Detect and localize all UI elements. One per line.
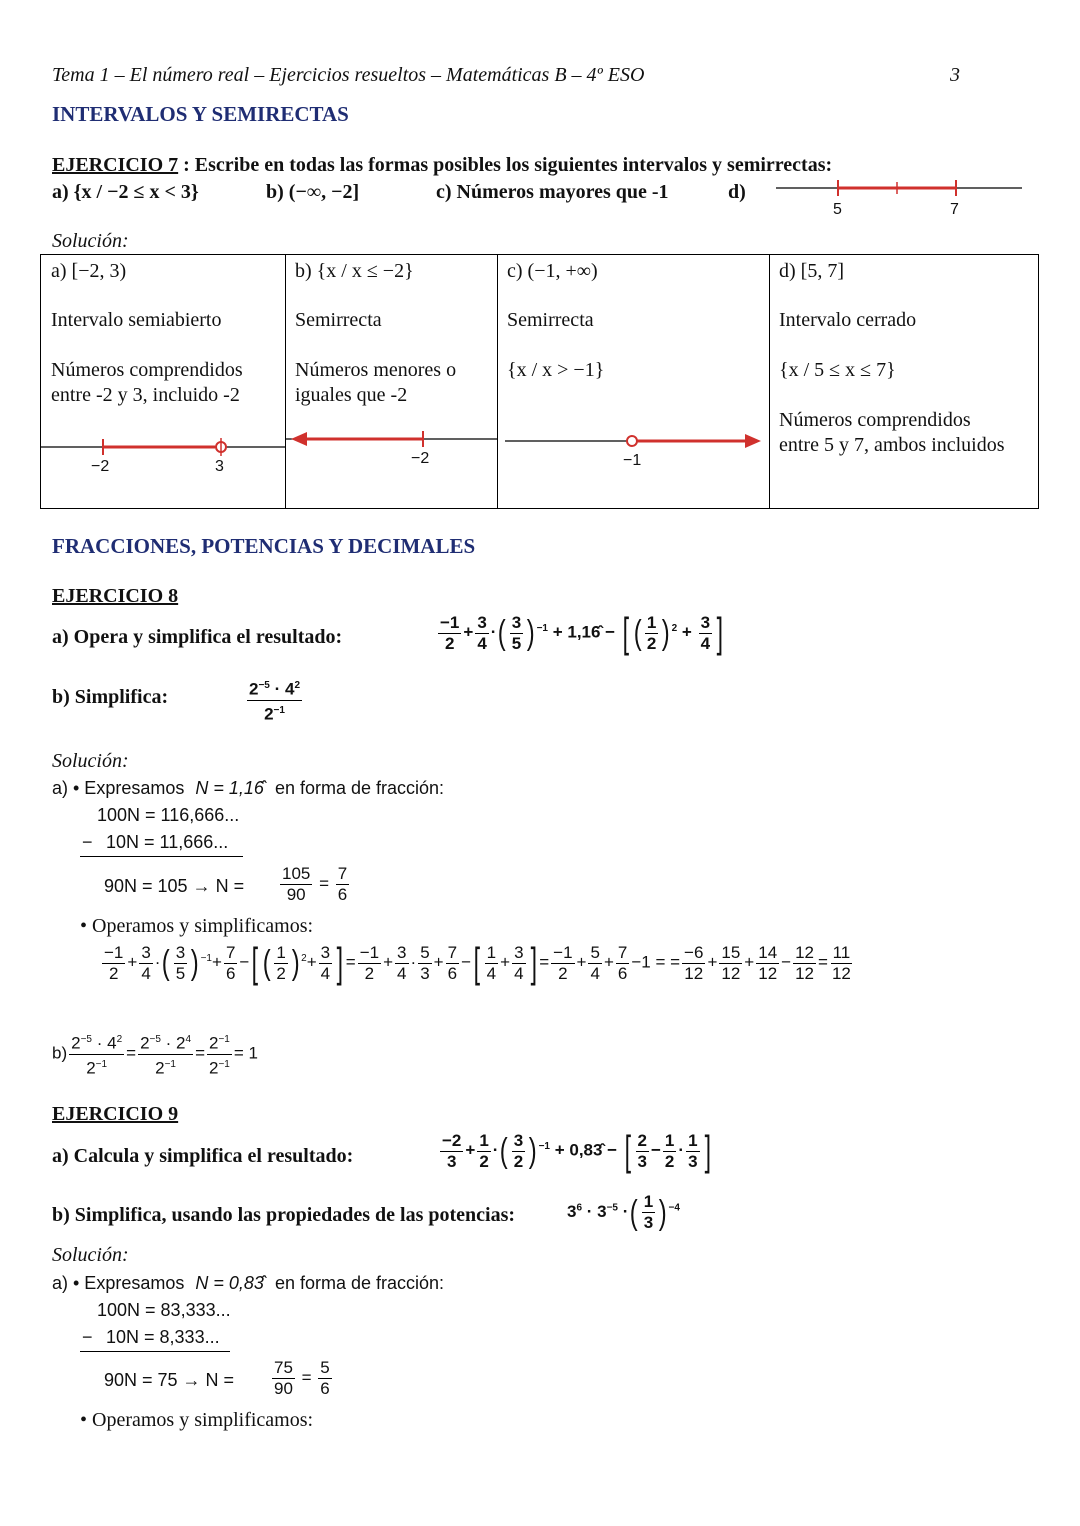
section-title-fractions: FRACCIONES, POTENCIAS Y DECIMALES	[52, 534, 476, 558]
page-header-title: Tema 1 – El número real – Ejercicios resueltos – Matemáticas B – 4º ESO	[52, 64, 645, 86]
ex8-a-expression: $\frac{-1}{2}$ + $\frac{3}{4}$ ·( $\frac{3}{5}$ ) $^{-1}$ + 1,16̂ − [ ( $\frac{1}{2}$ ) $^2$ + $\frac{3}{4}$ ]	[440, 609, 724, 656]
table-c-desc1: {x / x > −1}	[507, 359, 605, 381]
ex8-line-100n: 100N = 116,666...	[97, 805, 240, 825]
ex8-sol-intro-end: en forma de fracción:	[274, 778, 445, 798]
ex9-item-a: a) Calcula y simplifica el resultado:	[52, 1145, 354, 1167]
table-c-head: c) (−1, +∞)	[507, 260, 598, 282]
table-d-desc2: Números comprendidos	[779, 409, 971, 431]
table-a-head: a) [−2, 3)	[51, 260, 127, 282]
table-b-desc2: iguales que -2	[295, 384, 408, 406]
exercise-9-label: EJERCICIO 9	[52, 1103, 179, 1125]
ex9-frac-r-num: 5	[320, 1358, 330, 1377]
table-a-desc1: Números comprendidos	[51, 359, 243, 381]
table-a-tick-3: 3	[215, 458, 224, 475]
ex8-sol-intro	[52, 778, 444, 799]
ex9-solution-label: Solución:	[52, 1244, 129, 1266]
ex7-solution-table	[40, 254, 1039, 509]
table-a-tick-minus2: −2	[91, 458, 110, 475]
table-divider	[769, 255, 770, 508]
ex9-item-b: b) Simplifica, usando las propiedades de las potencias:	[52, 1204, 516, 1226]
ex9-subtraction-rule	[80, 1351, 230, 1352]
ex8-result-den: 12	[831, 963, 851, 983]
ex8-frac-num: 105	[282, 864, 311, 883]
ex7-d-tick-5: 5	[833, 201, 842, 218]
table-d-type: Intervalo cerrado	[779, 309, 917, 331]
ex7-item-c: c) Números mayores que -1	[436, 181, 669, 203]
ex8-sol-intro-n: N = 1,16̂	[195, 778, 264, 798]
ex9-frac-r-den: 6	[320, 1379, 330, 1398]
table-b-head: b) {x / x ≤ −2}	[295, 260, 414, 282]
ex8-frac-r-den: 6	[337, 885, 348, 904]
ex9-frac-den: 90	[274, 1379, 293, 1398]
exercise-8-label: EJERCICIO 8	[52, 585, 179, 607]
ex9-a-expression: $\frac{-2}{3}$ + $\frac{1}{2}$ ·( $\frac{3}{2}$ ) $^{-1}$ + 0,83̂ − [ $\frac{2}{3}$ − $\frac{1}{2}$ · $\frac{1}{3}$ ]	[442, 1127, 711, 1174]
ex8-frac-den: 90	[286, 885, 306, 904]
table-a-desc2: entre -2 y 3, incluido -2	[51, 384, 240, 406]
ex7-solution-label: Solución:	[52, 230, 129, 252]
ex9-line-minus: −	[82, 1327, 93, 1347]
ex9-sol-intro-end: en forma de fracción:	[274, 1273, 445, 1293]
table-d-desc1: {x / 5 ≤ x ≤ 7}	[779, 359, 896, 381]
table-b-number-line	[285, 427, 497, 451]
ex8-a-computation: $\frac{-1}{2}$ + $\frac{3}{4}$ ·( $\frac{3}{5}$ ) $^{-1}$+ $\frac{7}{6}$ −[ ( $\frac{1}{2}$ ) $^2$+ $\frac{3}{4}$ ] = $\frac{-1}{2}$ + $\frac{3}{4}$ · $\frac{5}{3}$ + $\frac{7}{6}$ −[ $\frac{1}{4}$ + $\frac{3}{4}$ ] = $\frac{-1}{2}$ + $\frac{5}{4}$ + $\frac{7}{6}$ −1 = = $\frac{-6}{12}$ + $\frac{15}{12}$ + $\frac{14}{12}$ − $\frac{12}{12}$ = $\frac{11}{12}$	[104, 939, 851, 986]
ex7-item-a: a) {x / −2 ≤ x < 3}	[52, 181, 199, 203]
section-title-intervals: INTERVALOS Y SEMIRECTAS	[52, 102, 349, 126]
ex9-line-10n: 10N = 8,333...	[106, 1327, 220, 1347]
ex8-operamos: • Operamos y simplificamos:	[80, 915, 314, 937]
exercise-7-label: EJERCICIO 7	[52, 154, 179, 176]
ex8-frac-r-num: 7	[337, 864, 348, 883]
table-b-type: Semirrecta	[295, 309, 382, 331]
table-c-type: Semirrecta	[507, 309, 594, 331]
ex8-item-b: b) Simplifica:	[52, 686, 169, 708]
table-d-desc3: entre 5 y 7, ambos incluidos	[779, 434, 1005, 456]
ex8-b-expression: $\frac{2^{-5} \cdot 4^2}{2^{-1}}$	[245, 676, 304, 724]
ex8-sol-intro-text: a) • Expresamos	[52, 778, 185, 798]
table-a-type: Intervalo semiabierto	[51, 309, 222, 331]
ex8-line-90n: 90N = 105 → N =	[104, 876, 245, 896]
ex9-line-100n: 100N = 83,333...	[97, 1300, 231, 1320]
ex8-b-computation: b) $\frac{2^{-5} \cdot 4^2}{2^{-1}}$ = $\frac{2^{-5} \cdot 2^4}{2^{-1}}$ = $\frac{2^{-1}}{2^{-1}}$ = 1	[52, 1030, 258, 1078]
ex9-fraction-result: $\frac{75}{90}$ = $\frac{5}{6}$	[274, 1358, 330, 1398]
ex8-result-num: 11	[832, 942, 851, 962]
table-d-head: d) [5, 7]	[779, 260, 844, 282]
ex8-subtraction-rule	[80, 856, 243, 857]
ex9-sol-intro	[52, 1273, 444, 1294]
ex9-frac-num: 75	[274, 1358, 293, 1377]
table-a-number-line	[41, 435, 285, 459]
table-c-number-line	[497, 429, 769, 453]
table-b-desc1: Números menores o	[295, 359, 457, 381]
exercise-7-text: : Escribe en todas las formas posibles los siguientes intervalos y semirrectas:	[178, 154, 833, 176]
ex9-sol-intro-text: a) • Expresamos	[52, 1273, 185, 1293]
ex8-line-minus: −	[82, 832, 93, 852]
ex8-line-10n: 10N = 11,666...	[106, 832, 229, 852]
ex7-item-b: b) (−∞, −2]	[266, 181, 360, 203]
ex8-item-a: a) Opera y simplifica el resultado:	[52, 626, 343, 648]
table-divider	[497, 255, 498, 508]
ex8-fraction-result: $\frac{105}{90}$ = $\frac{7}{6}$	[282, 864, 348, 904]
ex9-sol-intro-n: N = 0,83̂	[195, 1273, 264, 1293]
page-number: 3	[950, 64, 960, 86]
ex9-line-90n: 90N = 75 → N =	[104, 1370, 235, 1390]
ex8-solution-label: Solución:	[52, 750, 129, 772]
table-c-tick-minus1: −1	[623, 452, 642, 469]
ex9-operamos: • Operamos y simplificamos:	[80, 1409, 314, 1431]
ex9-b-expression: $3^6 \cdot 3^{-5}$ ·( $\frac{1}{3}$ ) $^{-4}$	[567, 1192, 680, 1232]
ex7-d-number-line	[770, 176, 1030, 222]
exercise-7-statement	[52, 154, 832, 177]
ex7-item-d: d)	[728, 181, 746, 203]
table-divider	[285, 255, 286, 508]
table-b-tick-minus2: −2	[411, 450, 430, 467]
ex7-d-tick-7: 7	[950, 201, 959, 218]
